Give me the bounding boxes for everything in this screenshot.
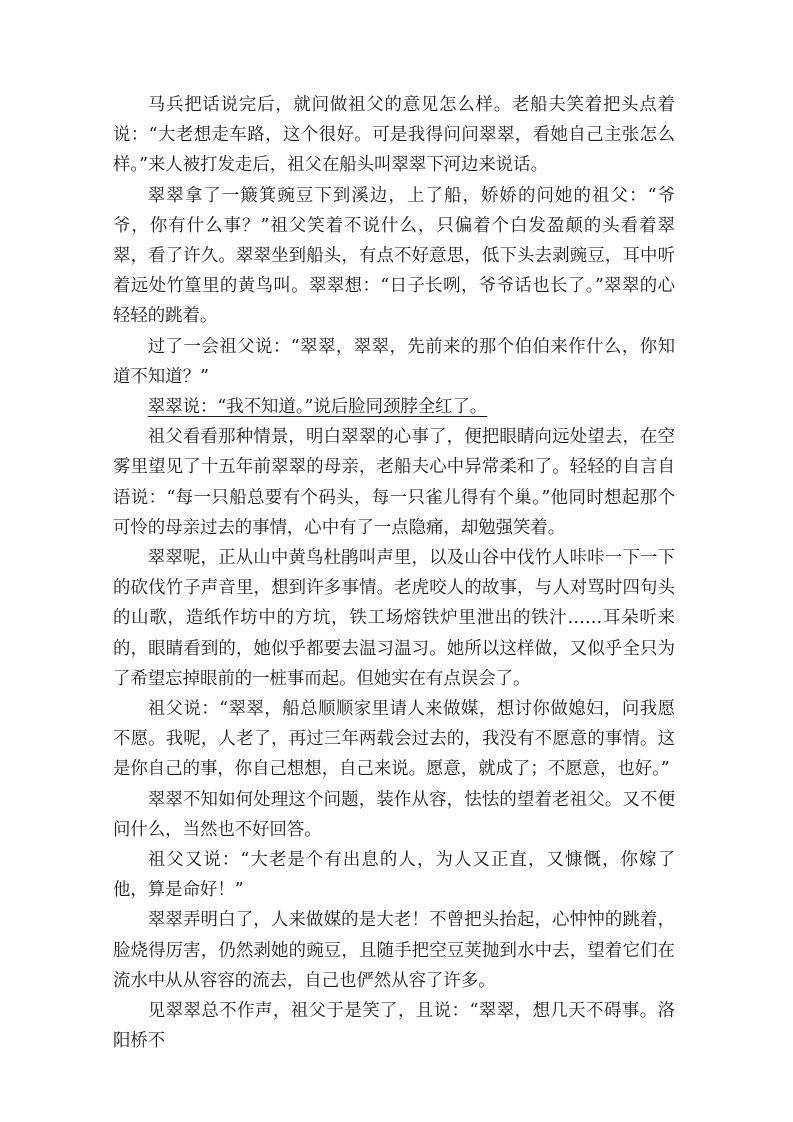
paragraph: 翠翠弄明白了，人来做媒的是大老！不曾把头抬起，心忡忡的跳着，脸烧得厉害，仍然剥她的豌豆，且随手把空豆荚抛到水中去，望着它们在流水中从从容容的流去，自己也俨然从容了许多。 <box>113 910 675 991</box>
document-body <box>113 90 675 1057</box>
paragraph: 祖父看看那种情景，明白翠翠的心事了，便把眼睛向远处望去，在空雾里望见了十五年前翠翠的母亲，老船夫心中异常柔和了。轻轻的自言自语说：“每一只船总要有个码头，每一只雀儿得有个巢。”他同时想起那个可怜的母亲过去的事情，心中有了一点隐痛，却勉强笑着。 <box>113 427 675 538</box>
paragraph: 马兵把话说完后，就问做祖父的意见怎么样。老船夫笑着把头点着说：“大老想走车路，这个很好。可是我得问问翠翠，看她自己主张怎么样。”来人被打发走后，祖父在船头叫翠翠下河边来说话。 <box>113 95 675 176</box>
underlined-sentence: 翠翠说：“我不知道。”说后脸同颈脖全红了。 <box>147 397 488 418</box>
paragraph: 翠翠呢，正从山中黄鸟杜鹃叫声里，以及山谷中伐竹人咔咔一下一下的砍伐竹子声音里，想到许多事情。老虎咬人的故事，与人对骂时四句头的山歌，造纸作坊中的方坑，铁工场熔铁炉里泄出的铁汁……耳朵听来的，眼睛看到的，她似乎都要去温习温习。她所以这样做，又似乎全只为了希望忘掉眼前的一桩事而起。但她实在有点误会了。 <box>113 548 675 689</box>
paragraph: 翠翠不知如何处理这个问题，装作从容，怯怯的望着老祖父。又不便问什么，当然也不好回答。 <box>113 789 675 840</box>
paragraph: 翠翠拿了一簸箕豌豆下到溪边，上了船，娇娇的问她的祖父：“爷爷，你有什么事？”祖父笑着不说什么，只偏着个白发盈颠的头看着翠翠，看了许久。翠翠坐到船头，有点不好意思，低下头去剥豌豆，耳中听着远处竹篁里的黄鸟叫。翠翠想：“日子长咧，爷爷话也长了。”翠翠的心轻轻的跳着。 <box>113 185 675 327</box>
paragraph: 祖父又说：“大老是个有出息的人，为人又正直，又慷慨，你嫁了他，算是命好！” <box>113 850 675 901</box>
paragraph-underlined <box>113 392 675 422</box>
paragraph: 过了一会祖父说：“翠翠，翠翠，先前来的那个伯伯来作什么，你知道不知道？” <box>113 336 675 387</box>
paragraph: 祖父说：“翠翠，船总顺顺家里请人来做媒，想讨你做媳妇，问我愿不愿。我呢，人老了，再过三年两载会过去的，我没有不愿意的事情。这是你自己的事，你自己想想，自己来说。愿意，就成了；不愿意，也好。” <box>113 699 675 780</box>
paragraph: 见翠翠总不作声，祖父于是笑了，且说：“翠翠，想几天不碍事。洛阳桥不 <box>113 1001 675 1052</box>
